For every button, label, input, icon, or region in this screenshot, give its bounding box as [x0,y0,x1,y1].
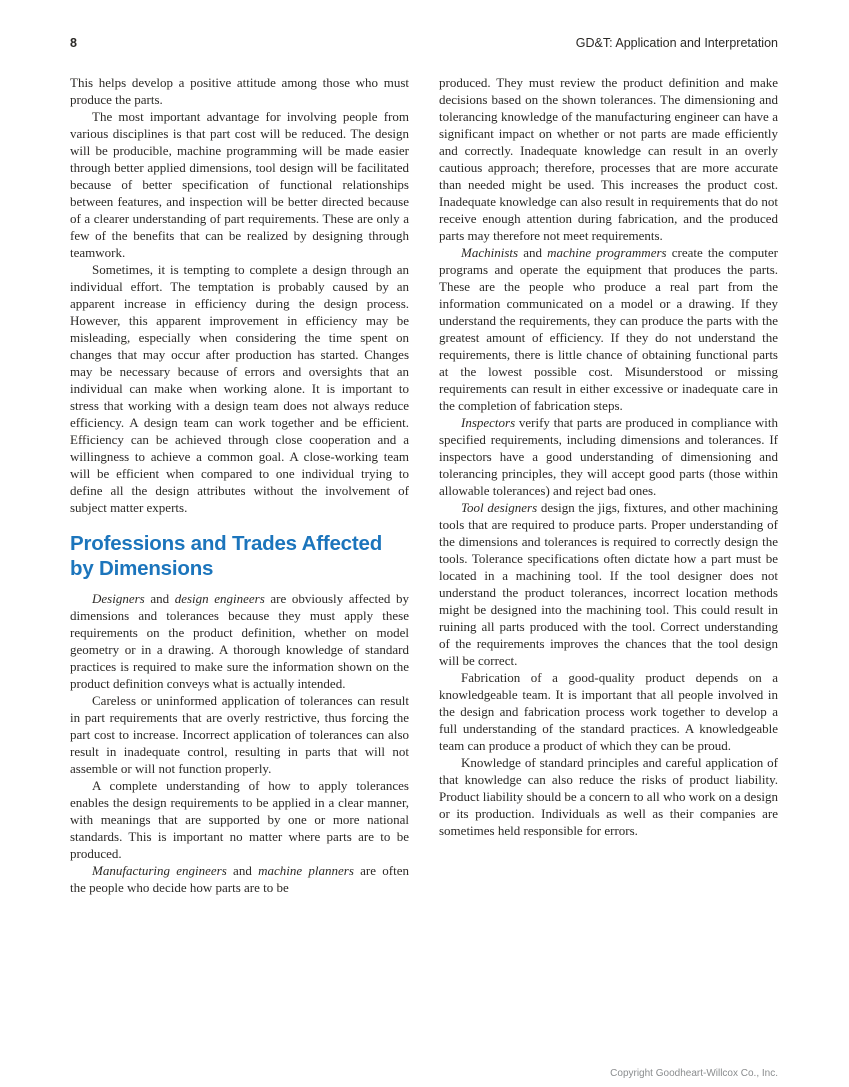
emphasized-term: Designers [92,591,145,606]
text-run: are often the people who decide how parts are to be [70,863,409,895]
text-run: and [518,245,548,260]
emphasized-term: machine planners [258,863,354,878]
text-run: Knowledge of standard principles and careful application of that knowledge can also reduce the risks of product liability. Product liability should be a concern to all who work on a design or its production. Individuals as well as their companies are sometimes held responsible for errors. [439,755,778,838]
paragraph [439,74,778,244]
emphasized-term: Manufacturing engineers [92,863,227,878]
paragraph [70,74,409,108]
text-run: The most important advantage for involving people from various disciplines is that part cost will be reduced. The design will be producible, machine programming will be made easier through better applied dimensions, tool design will be facilitated because of better specification of functional relationships between features, and inspection will be better directed because of a clearer understanding of part requirements. These are only a few of the benefits that can be realized by designing through teamwork. [70,109,409,260]
text-run: Fabrication of a good-quality product depends on a knowledgeable team. It is important that all people involved in the design and fabrication process work together to develop a full understanding of the standard practices. A knowledgeable team can produce a product of which they can be proud. [439,670,778,753]
paragraph [70,108,409,261]
emphasized-term: Inspectors [461,415,516,430]
text-run: verify that parts are produced in compliance with specified requirements, including dimensions and tolerances. If inspectors have a good understanding of dimensioning and tolerancing principles, they will accept good parts (those within allowable tolerances) and reject bad ones. [439,415,778,498]
running-title: GD&T: Application and Interpretation [575,36,778,50]
text-run: A complete understanding of how to apply tolerances enables the design requirements to be applied in a clear manner, with meanings that are supported by one or more national standards. This is important no matter where parts are to be produced. [70,778,409,861]
text-run: This helps develop a positive attitude among those who must produce the parts. [70,75,409,107]
emphasized-term: design engineers [174,591,265,606]
text-run: create the computer programs and operate the equipment that produces the parts. These are the people who produce a real part from the information communicated on a model or a drawing. If they understand the requirements, they can produce the parts with the greatest amount of efficiency. If they do not understand the requirements, there is little chance of obtaining functional parts at the lowest possible cost. Misunderstood or missing requirements can result in either excessive or inadequate care in the completion of fabrication steps. [439,245,778,413]
paragraph [439,414,778,499]
text-run: Careless or uninformed application of tolerances can result in part requirements that are overly restrictive, thus forcing the part cost to increase. Incorrect application of tolerances can also result in inadequate control, resulting in parts that will not assemble or will not function properly. [70,693,409,776]
paragraph [70,692,409,777]
page-footer [610,1068,778,1079]
text-run: design the jigs, fixtures, and other machining tools that are required to produce parts. Proper understanding of the dimensions and tolerances is required to correctly design the tools. Tolerance specifications often dictate how a part must be located in a machining tool. If the tool designer does not understand the product tolerances, incorrect location methods might be designed into the machining tool. This could result in ruining all parts produced with the tool. Correct understanding of the requirements improves the chances that the tool design will be correct. [439,500,778,668]
section-heading: Professions and Trades Affected by Dimensions [70,532,383,580]
text-run: produced. They must review the product definition and make decisions based on the shown tolerances. The dimensioning and tolerancing knowledge of the manufacturing engineer can have a significant impact on whether or not parts are made efficiently and correctly. Inadequate knowledge can result in an overly cautious approach; therefore, processes that are more accurate than needed might be used. This increases the product cost. Inadequate knowledge can also result in requirements that do not receive enough attention during fabrication, and the produced parts may therefore not meet requirements. [439,75,778,243]
paragraph [70,261,409,516]
emphasized-term: machine programmers [547,245,667,260]
paragraph [70,590,409,692]
paragraph [439,669,778,754]
copyright-notice: Copyright Goodheart-Willcox Co., Inc. [610,1068,778,1079]
text-run: are obviously affected by dimensions and tolerances because they must apply these requirements on the product definition, whether on model geometry or in a drawing. A thorough knowledge of standard practices is required to make sure the information shown on the product definition conveys what is actually intended. [70,591,409,691]
paragraph [439,754,778,839]
left-column [70,74,409,896]
paragraph [439,244,778,414]
paragraph [70,777,409,862]
emphasized-term: Tool designers [461,500,538,515]
emphasized-term: Machinists [461,245,519,260]
text-run: and [144,591,175,606]
two-column-body [70,74,778,896]
paragraph [439,499,778,669]
paragraph [70,862,409,896]
text-run: Sometimes, it is tempting to complete a design through an individual effort. The temptation is probably caused by an apparent increase in efficiency during the design process. However, this apparent improvement in efficiency may be misleading, especially when considering the time spent on changes that may occur after production has started. Changes may be necessary because of errors and oversights that an individual can make when working alone. It is important to stress that working with a design team does not always reduce efficiency. A design team can work together and be efficient. Efficiency can be achieved through close cooperation and a willingness to achieve a common goal. A close-working team will be efficient when compared to one individual trying to define all the design attributes without the involvement of subject matter experts. [70,262,409,515]
right-column [439,74,778,896]
page-number: 8 [70,36,77,50]
page-header [70,36,778,50]
text-run: and [226,863,259,878]
